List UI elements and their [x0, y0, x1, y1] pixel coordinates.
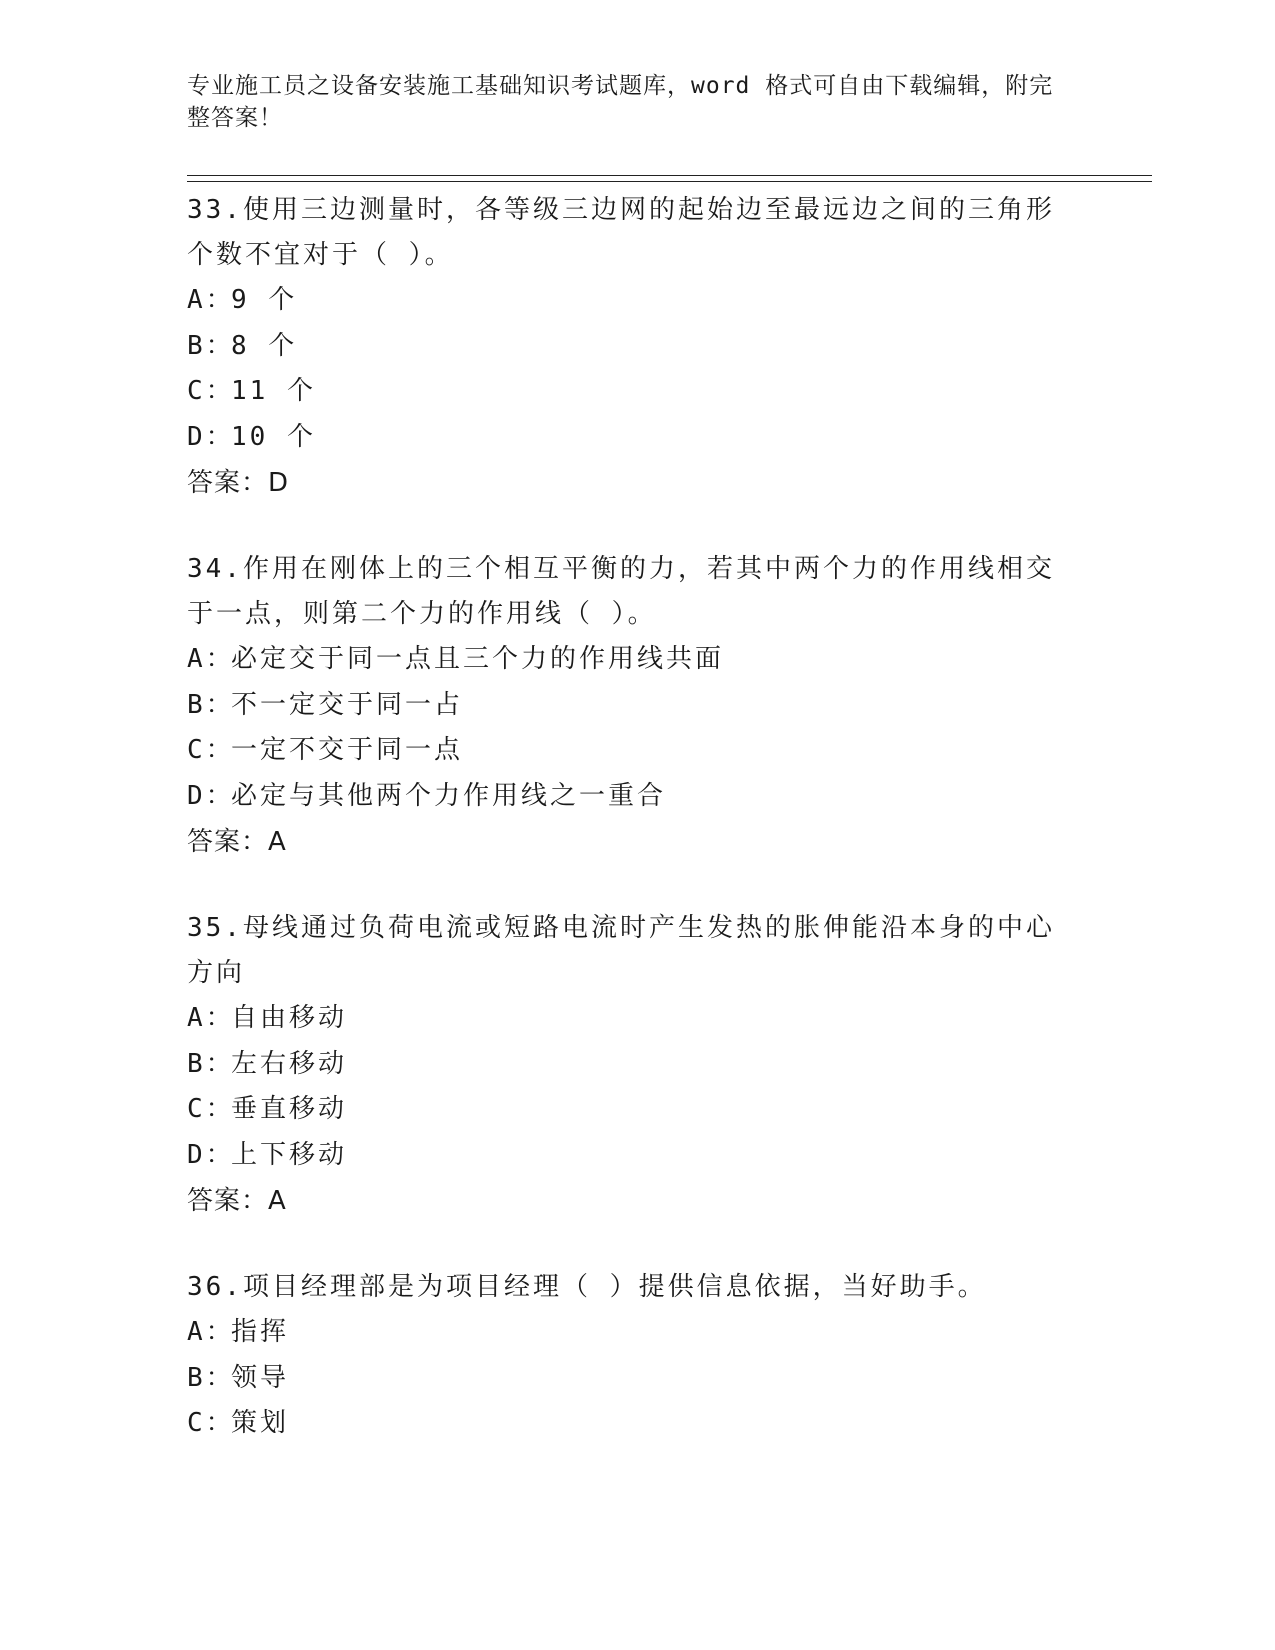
option-text: 策划	[231, 1408, 290, 1438]
answer-line: 答案：D	[187, 468, 290, 498]
option-letter: C：	[187, 1408, 235, 1438]
option-letter: D：	[187, 780, 235, 811]
question-34	[187, 547, 1067, 865]
option-text: 上下移动	[231, 1139, 348, 1170]
option-a	[187, 996, 1067, 1042]
option-b	[187, 1356, 1067, 1402]
option-d	[187, 774, 1067, 820]
option-letter: A：	[187, 1003, 235, 1033]
option-text: 9 个	[231, 285, 298, 315]
option-a	[187, 278, 1067, 324]
option-b	[187, 324, 1067, 370]
option-letter: D：	[187, 421, 235, 452]
question-36	[187, 1265, 1067, 1447]
option-text: 必定交于同一点且三个力的作用线共面	[231, 644, 725, 674]
option-c	[187, 728, 1067, 774]
option-letter: B：	[187, 1048, 235, 1079]
option-text: 一定不交于同一点	[231, 735, 464, 765]
option-text: 领导	[231, 1362, 290, 1393]
option-letter: C：	[187, 376, 235, 406]
question-stem: 33.使用三边测量时，各等级三边网的起始边至最远边之间的三角形个数不宜对于（ ）。	[187, 195, 1055, 270]
option-letter: B：	[187, 689, 235, 720]
answer-line: 答案：A	[187, 1186, 287, 1216]
document-page	[187, 0, 1152, 1650]
option-text: 必定与其他两个力作用线之一重合	[231, 780, 667, 811]
option-d	[187, 1133, 1067, 1179]
option-c	[187, 1087, 1067, 1133]
option-a	[187, 1310, 1067, 1356]
option-letter: B：	[187, 1362, 235, 1393]
option-text: 左右移动	[231, 1048, 348, 1079]
answer-line: 答案：A	[187, 827, 287, 857]
option-letter: A：	[187, 1317, 235, 1347]
header-divider-top	[187, 175, 1152, 176]
option-letter: A：	[187, 644, 235, 674]
question-stem: 34.作用在刚体上的三个相互平衡的力，若其中两个力的作用线相交于一点，则第二个力的作用线（ ）。	[187, 554, 1055, 629]
question-list	[187, 188, 1067, 1488]
option-text: 11 个	[231, 376, 316, 406]
question-stem: 35.母线通过负荷电流或短路电流时产生发热的胀伸能沿本身的中心方向	[187, 913, 1055, 988]
question-33	[187, 188, 1067, 506]
question-stem: 36.项目经理部是为项目经理（ ）提供信息依据，当好助手。	[187, 1272, 987, 1302]
option-c	[187, 1401, 1067, 1447]
option-text: 8 个	[231, 330, 298, 361]
option-text: 不一定交于同一占	[231, 689, 464, 720]
option-text: 自由移动	[231, 1003, 348, 1033]
option-a	[187, 637, 1067, 683]
option-text: 垂直移动	[231, 1094, 348, 1124]
option-text: 指挥	[231, 1317, 290, 1347]
option-d	[187, 415, 1067, 461]
option-letter: B：	[187, 330, 235, 361]
question-35	[187, 906, 1067, 1224]
option-letter: A：	[187, 285, 235, 315]
option-b	[187, 683, 1067, 729]
header-divider-bottom	[187, 181, 1152, 182]
document-header: 专业施工员之设备安装施工基础知识考试题库，word 格式可自由下载编辑，附完整答案！	[187, 73, 1054, 131]
option-b	[187, 1042, 1067, 1088]
option-letter: D：	[187, 1139, 235, 1170]
option-letter: C：	[187, 1094, 235, 1124]
option-text: 10 个	[231, 421, 316, 452]
option-c	[187, 369, 1067, 415]
option-letter: C：	[187, 735, 235, 765]
